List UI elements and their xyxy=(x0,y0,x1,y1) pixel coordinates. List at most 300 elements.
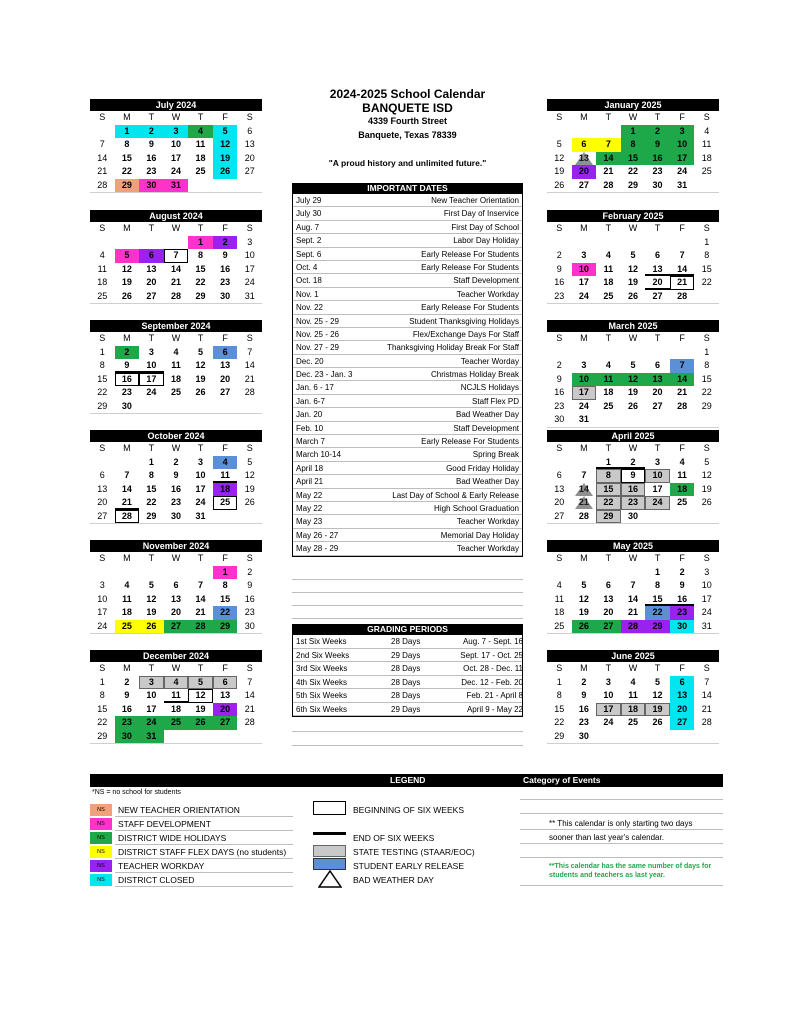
day-cell: 19 xyxy=(627,277,638,287)
day-cell: 21 xyxy=(115,496,140,510)
weekday-header: S xyxy=(99,112,106,122)
day-cell: 21 xyxy=(677,387,688,397)
weekday-header: T xyxy=(605,112,612,122)
day-cell xyxy=(645,236,670,250)
day-cell: 23 xyxy=(115,716,140,730)
day-cell: 18 xyxy=(603,387,614,397)
day-cell xyxy=(90,566,115,580)
weekday-header: T xyxy=(605,553,612,563)
day-cell: 26 xyxy=(244,497,255,507)
day-cell: 20 xyxy=(220,373,231,384)
important-date: Oct. 4 xyxy=(296,262,318,272)
day-cell: 29 xyxy=(213,620,238,634)
day-cell: 26 xyxy=(652,717,663,727)
important-date: May 28 - 29 xyxy=(296,544,339,554)
legend-title: LEGEND xyxy=(390,775,426,785)
day-cell xyxy=(237,400,262,414)
day-cell: 28 xyxy=(677,400,688,411)
day-cell: 11 xyxy=(554,593,564,604)
day-cell: 23 xyxy=(652,166,663,176)
day-cell: 15 xyxy=(97,373,108,384)
month-june xyxy=(547,650,719,744)
day-cell: 22 xyxy=(596,496,621,510)
month-october xyxy=(90,430,262,524)
important-event: Memorial Day Holiday xyxy=(440,530,519,540)
weekday-header: T xyxy=(197,112,204,122)
day-cell: 18 xyxy=(554,607,565,617)
weekday-header: F xyxy=(679,443,685,453)
month-title: June 2025 xyxy=(547,650,719,662)
day-cell: 9 xyxy=(621,469,646,483)
day-cell: 8 xyxy=(148,470,154,480)
day-cell: 2 xyxy=(124,676,130,687)
day-cell: 16 xyxy=(170,483,181,494)
important-event: Bad Weather Day xyxy=(456,477,519,487)
weekday-header: T xyxy=(654,112,661,122)
important-date: Aug. 7 xyxy=(296,222,320,232)
day-cell: 21 xyxy=(97,166,108,176)
day-cell: 15 xyxy=(121,152,132,163)
day-cell: 4 xyxy=(124,580,130,590)
day-cell xyxy=(164,400,189,414)
period-days: 28 Days xyxy=(391,691,421,700)
day-cell: 13 xyxy=(97,483,108,494)
day-cell: 4 xyxy=(630,676,636,687)
day-cell: 1 xyxy=(99,346,105,357)
weekday-header: T xyxy=(654,333,661,343)
day-cell: 3 xyxy=(704,566,710,577)
day-cell: 9 xyxy=(124,690,130,700)
day-cell: 31 xyxy=(578,414,589,424)
day-cell: 15 xyxy=(701,263,712,274)
day-cell: 28 xyxy=(244,387,255,397)
day-cell: 17 xyxy=(195,483,206,494)
day-cell xyxy=(596,236,621,250)
important-date-row xyxy=(293,355,522,368)
day-cell: 24 xyxy=(677,166,688,176)
period-days: 28 Days xyxy=(391,677,421,687)
day-cell: 2 xyxy=(556,250,562,260)
day-cell: 23 xyxy=(670,606,695,620)
month-may xyxy=(547,540,719,634)
legend-label: NEW TEACHER ORIENTATION xyxy=(118,805,240,815)
day-cell: 21 xyxy=(670,276,695,290)
day-cell: 3 xyxy=(581,250,587,260)
important-event: Thanksgiving Holiday Break For Staff xyxy=(387,343,519,353)
day-cell xyxy=(547,236,572,250)
weekday-header: M xyxy=(123,553,131,563)
day-cell: 6 xyxy=(247,125,253,136)
legend-label: DISTRICT WIDE HOLIDAYS xyxy=(118,833,227,843)
day-cell: 20 xyxy=(603,607,614,617)
day-cell xyxy=(188,179,213,193)
city: Banquete, Texas 78339 xyxy=(358,130,457,140)
day-cell: 10 xyxy=(195,470,206,480)
day-cell: 31 xyxy=(677,179,688,190)
important-event: First Day of Inservice xyxy=(443,209,519,219)
day-cell: 14 xyxy=(170,263,181,274)
day-cell: 15 xyxy=(195,263,206,274)
day-cell xyxy=(670,730,695,744)
day-cell: 15 xyxy=(645,593,670,607)
day-cell: 30 xyxy=(244,620,255,631)
weekday-header: F xyxy=(679,223,685,233)
day-cell: 16 xyxy=(578,703,589,714)
weekday-header: M xyxy=(580,333,588,343)
important-event: Early Release For Students xyxy=(421,249,519,259)
day-cell: 16 xyxy=(220,263,231,274)
day-cell: 11 xyxy=(628,690,638,700)
day-cell xyxy=(547,125,572,139)
day-cell: 13 xyxy=(645,263,670,277)
important-event: Bad Weather Day xyxy=(456,410,519,420)
day-cell: 30 xyxy=(115,730,140,744)
weekday-header: W xyxy=(171,112,181,122)
month-january xyxy=(547,99,719,193)
day-cell: 9 xyxy=(581,690,587,700)
day-cell: 11 xyxy=(171,360,181,370)
day-cell xyxy=(139,400,164,414)
legend-label: STAFF DEVELOPMENT xyxy=(118,819,211,829)
day-cell: 2 xyxy=(139,125,164,139)
day-cell xyxy=(572,566,597,580)
day-cell: 7 xyxy=(670,359,695,373)
day-cell: 19 xyxy=(195,703,206,714)
day-cell: 1 xyxy=(188,236,213,250)
important-date-row xyxy=(293,408,522,421)
day-cell: 11 xyxy=(677,470,687,480)
day-cell xyxy=(694,413,719,427)
day-cell: 18 xyxy=(170,703,181,714)
day-cell: 17 xyxy=(701,593,712,604)
day-cell: 19 xyxy=(244,483,255,494)
day-cell: 12 xyxy=(627,263,638,274)
day-cell: 30 xyxy=(652,179,663,190)
day-cell: 11 xyxy=(213,469,238,483)
important-date: April 18 xyxy=(296,463,324,473)
weekday-header: T xyxy=(148,112,155,122)
day-cell: 12 xyxy=(146,593,157,604)
day-cell: 3 xyxy=(164,125,189,139)
day-cell: 16 xyxy=(244,593,255,604)
important-event: New Teacher Orientation xyxy=(431,196,519,205)
day-cell: 9 xyxy=(173,470,179,480)
day-cell: 17 xyxy=(670,152,695,166)
weekday-header: W xyxy=(171,553,181,563)
day-cell: 1 xyxy=(704,346,710,357)
day-cell: 7 xyxy=(581,470,587,480)
day-cell xyxy=(694,510,719,524)
period-name: 1st Six Weeks xyxy=(296,637,347,646)
day-cell: 14 xyxy=(670,263,695,277)
month-title: August 2024 xyxy=(90,210,262,222)
day-cell: 27 xyxy=(596,620,621,634)
day-cell: 7 xyxy=(679,250,685,260)
day-cell: 29 xyxy=(596,510,621,524)
day-cell: 10 xyxy=(572,263,597,277)
day-cell: 25 xyxy=(97,290,108,301)
day-cell: 12 xyxy=(652,690,663,700)
day-cell xyxy=(115,566,140,580)
day-cell xyxy=(621,566,646,580)
weekday-header: M xyxy=(580,112,588,122)
day-cell: 25 xyxy=(603,400,614,411)
day-cell: 27 xyxy=(213,716,238,730)
day-cell: 29 xyxy=(115,179,140,193)
legend-swatch: NS xyxy=(90,832,112,844)
day-cell: 23 xyxy=(146,166,157,176)
day-cell: 22 xyxy=(645,606,670,620)
day-cell: 4 xyxy=(704,125,710,136)
day-cell: 23 xyxy=(621,496,646,510)
weekday-header: S xyxy=(703,443,710,453)
day-cell: 8 xyxy=(99,360,105,370)
day-cell: 30 xyxy=(139,179,164,193)
day-cell: 2 xyxy=(213,236,238,250)
month-march xyxy=(547,320,719,428)
weekday-header: S xyxy=(556,223,563,233)
period-range: Feb. 21 - April 8 xyxy=(466,691,523,700)
day-cell: 26 xyxy=(139,620,164,634)
important-date-row xyxy=(293,502,522,515)
day-cell: 27 xyxy=(97,510,108,521)
day-cell: 25 xyxy=(213,496,238,510)
day-cell xyxy=(621,730,646,744)
day-cell: 15 xyxy=(596,483,621,497)
period-days: 28 Days xyxy=(391,637,421,646)
weekday-header: T xyxy=(148,553,155,563)
day-cell: 14 xyxy=(627,593,638,604)
important-date-row xyxy=(293,221,522,234)
period-days: 29 Days xyxy=(391,650,421,660)
day-cell: 2 xyxy=(679,566,685,577)
day-cell: 24 xyxy=(146,387,157,397)
day-cell: 11 xyxy=(97,263,107,274)
day-cell xyxy=(645,346,670,360)
day-cell: 1 xyxy=(213,566,238,580)
day-cell xyxy=(621,236,646,250)
legend-item-holiday xyxy=(90,831,226,845)
day-cell xyxy=(645,413,670,427)
day-cell: 24 xyxy=(195,497,206,507)
day-cell xyxy=(237,730,262,744)
day-cell: 21 xyxy=(603,166,614,176)
important-event: Staff Flex PD xyxy=(472,396,519,406)
day-cell: 24 xyxy=(578,400,589,411)
day-cell: 10 xyxy=(670,138,695,152)
month-july xyxy=(90,99,262,193)
day-cell: 29 xyxy=(554,730,565,741)
important-date: Dec. 23 - Jan. 3 xyxy=(296,370,353,380)
day-cell: 15 xyxy=(554,703,565,714)
day-cell: 27 xyxy=(164,620,189,634)
day-cell: 5 xyxy=(247,456,253,467)
early-release-label: STUDENT EARLY RELEASE xyxy=(353,861,465,871)
day-cell: 8 xyxy=(124,139,130,149)
legend-item-orientation xyxy=(90,803,240,817)
weekday-header: S xyxy=(703,553,710,563)
important-date-row xyxy=(293,341,522,354)
important-event: Early Release For Students xyxy=(421,303,519,313)
day-cell xyxy=(596,413,621,427)
weekday-header: T xyxy=(197,443,204,453)
day-cell: 30 xyxy=(121,400,132,411)
period-name: 6th Six Weeks xyxy=(296,704,347,714)
day-cell: 18 xyxy=(621,703,646,717)
day-cell: 9 xyxy=(115,359,140,373)
day-cell: 10 xyxy=(170,139,181,149)
day-cell: 8 xyxy=(704,250,710,260)
weekday-header: S xyxy=(246,663,253,673)
day-cell: 7 xyxy=(164,249,189,263)
day-cell: 5 xyxy=(213,125,238,139)
day-cell xyxy=(572,125,597,139)
day-cell: 27 xyxy=(670,716,695,730)
day-cell: 6 xyxy=(99,470,105,480)
day-cell: 13 xyxy=(554,483,565,494)
weekday-header: S xyxy=(99,663,106,673)
weekday-header: M xyxy=(580,553,588,563)
day-cell: 13 xyxy=(220,360,231,370)
day-cell: 23 xyxy=(220,277,231,287)
weekday-header: T xyxy=(197,663,204,673)
weekday-header: F xyxy=(679,333,685,343)
day-cell: 6 xyxy=(556,470,562,480)
day-cell: 29 xyxy=(97,730,108,741)
day-cell: 29 xyxy=(627,179,638,190)
day-cell: 12 xyxy=(578,593,589,604)
month-title: September 2024 xyxy=(90,320,262,332)
day-cell xyxy=(188,566,213,580)
day-cell: 18 xyxy=(170,373,181,384)
state-testing-label: STATE TESTING (STAAR/EOC) xyxy=(353,847,475,857)
weekday-header: S xyxy=(246,112,253,122)
begin-six-weeks-label: BEGINNING OF SIX WEEKS xyxy=(353,805,464,815)
day-cell: 1 xyxy=(655,566,661,577)
page-title: 2024-2025 School Calendar xyxy=(329,87,486,101)
day-cell: 15 xyxy=(701,373,712,384)
weekday-header: W xyxy=(628,443,638,453)
day-cell: 30 xyxy=(670,620,695,634)
day-cell: 11 xyxy=(164,689,189,703)
weekday-header: S xyxy=(556,112,563,122)
day-cell: 22 xyxy=(701,277,712,287)
weekday-header: M xyxy=(123,333,131,343)
weekday-header: M xyxy=(123,443,131,453)
day-cell: 1 xyxy=(148,456,154,467)
day-cell: 22 xyxy=(121,166,132,176)
note-2: **This calendar has the same number of days for students and teachers as last year. xyxy=(549,863,712,879)
day-cell: 4 xyxy=(679,456,685,467)
important-dates-box xyxy=(292,183,523,557)
day-cell: 28 xyxy=(677,290,688,301)
important-event: Early Release For Students xyxy=(421,437,519,447)
end-six-weeks-swatch xyxy=(313,832,346,835)
day-cell: 21 xyxy=(627,607,638,617)
day-cell: 9 xyxy=(679,580,685,590)
weekday-header: T xyxy=(197,333,204,343)
important-date: July 29 xyxy=(296,196,322,205)
weekday-header: S xyxy=(556,443,563,453)
day-cell: 17 xyxy=(97,607,108,617)
day-cell: 17 xyxy=(244,263,255,274)
day-cell: 10 xyxy=(244,250,255,260)
day-cell: 19 xyxy=(195,373,206,384)
day-cell: 11 xyxy=(702,139,712,149)
weekday-header: S xyxy=(99,443,106,453)
period-name: 4th Six Weeks xyxy=(296,677,347,687)
day-cell: 19 xyxy=(554,166,565,176)
state-testing-swatch xyxy=(313,845,346,857)
day-cell: 25 xyxy=(554,620,565,631)
weekday-header: M xyxy=(123,223,131,233)
day-cell: 22 xyxy=(97,387,108,397)
day-cell: 31 xyxy=(139,730,164,744)
important-date: Oct. 18 xyxy=(296,276,322,286)
day-cell: 19 xyxy=(578,607,589,617)
day-cell: 4 xyxy=(605,360,611,370)
day-cell xyxy=(621,346,646,360)
day-cell: 19 xyxy=(213,152,238,166)
day-cell: 10 xyxy=(139,359,164,373)
day-cell: 1 xyxy=(704,236,710,247)
day-cell: 3 xyxy=(148,346,154,357)
bad-weather-label: BAD WEATHER DAY xyxy=(353,875,434,885)
day-cell: 7 xyxy=(596,138,621,152)
day-cell: 30 xyxy=(220,290,231,301)
day-cell xyxy=(164,566,189,580)
day-cell: 26 xyxy=(572,620,597,634)
legend-item-flex xyxy=(90,845,286,859)
important-date: Dec. 20 xyxy=(296,356,324,366)
weekday-header: S xyxy=(246,553,253,563)
day-cell xyxy=(572,346,597,360)
day-cell: 20 xyxy=(554,497,565,507)
day-cell: 17 xyxy=(146,703,157,714)
important-event: Staff Development xyxy=(453,423,519,433)
day-cell xyxy=(694,730,719,744)
important-date-row xyxy=(293,435,522,448)
day-cell: 28 xyxy=(621,620,646,634)
day-cell: 7 xyxy=(704,676,710,687)
day-cell: 5 xyxy=(556,139,562,149)
legend-bar xyxy=(90,774,723,787)
weekday-header: T xyxy=(605,333,612,343)
legend-label: DISTRICT CLOSED xyxy=(118,875,195,885)
day-cell: 14 xyxy=(97,152,108,163)
weekday-header: T xyxy=(654,553,661,563)
important-date-row xyxy=(293,328,522,341)
day-cell: 27 xyxy=(554,510,565,521)
day-cell: 4 xyxy=(164,676,189,690)
weekday-header: S xyxy=(246,223,253,233)
day-cell xyxy=(90,236,115,250)
day-cell: 26 xyxy=(554,179,565,190)
day-cell: 4 xyxy=(188,125,213,139)
important-date: Jan. 6-7 xyxy=(296,396,325,406)
day-cell xyxy=(237,179,262,193)
legend-item-workday xyxy=(90,859,204,873)
day-cell: 27 xyxy=(578,179,589,190)
important-event: Christmas Holiday Break xyxy=(430,370,519,380)
day-cell xyxy=(90,125,115,139)
day-cell: 26 xyxy=(213,165,238,179)
day-cell: 6 xyxy=(213,676,238,690)
day-cell xyxy=(596,125,621,139)
legend-item-closed xyxy=(90,873,194,887)
day-cell: 23 xyxy=(170,497,181,507)
day-cell: 7 xyxy=(630,580,636,590)
